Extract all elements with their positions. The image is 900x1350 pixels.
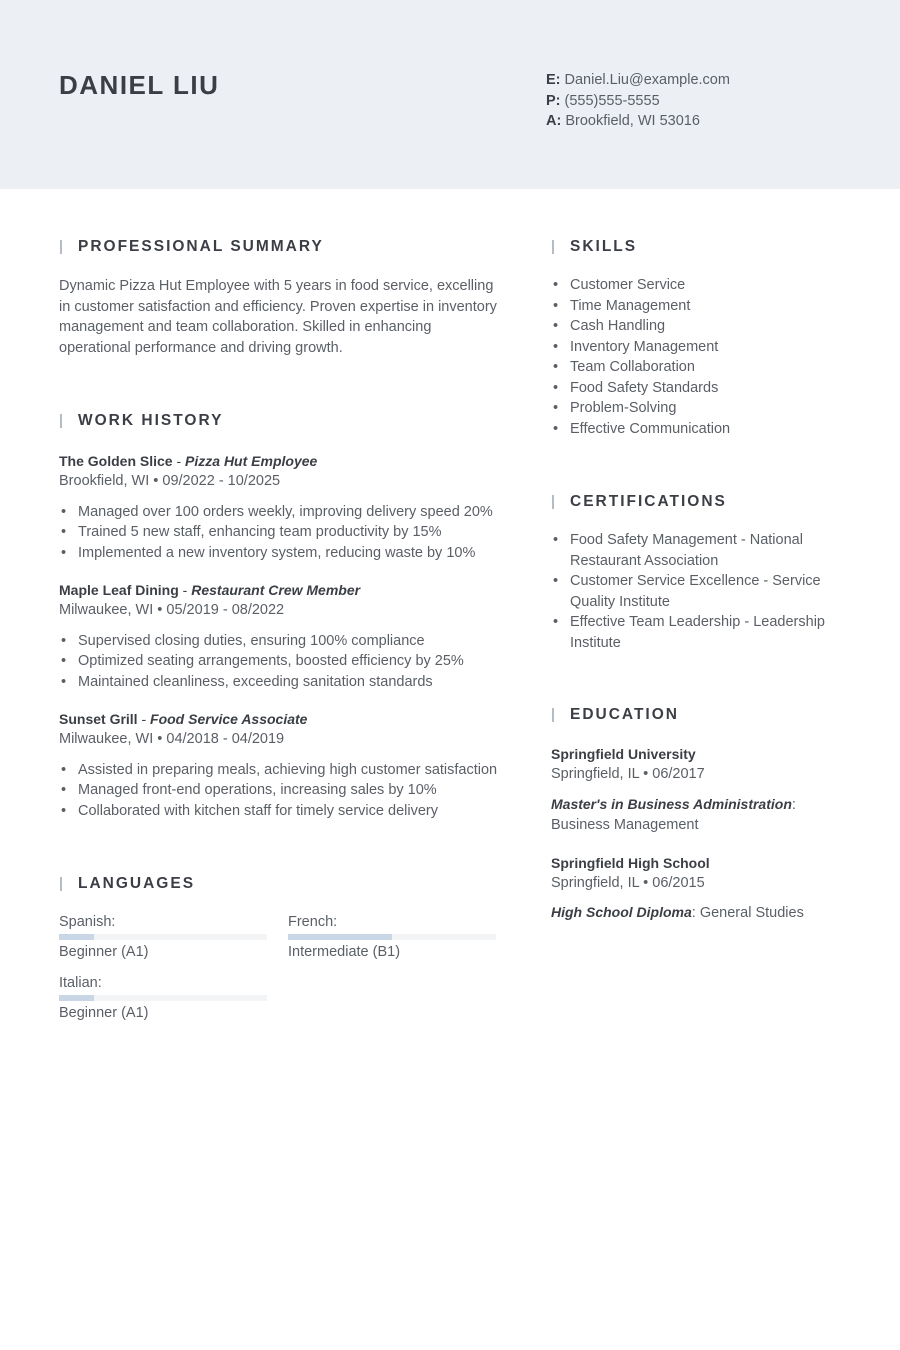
address-value: Brookfield, WI 53016: [565, 113, 700, 129]
email-value: Daniel.Liu@example.com: [564, 72, 730, 88]
degree-name: High School Diploma: [551, 904, 692, 920]
contact-label: A:: [546, 113, 562, 129]
degree-field: : General Studies: [691, 905, 804, 921]
job-bullets: [59, 502, 504, 564]
contact-label: P:: [546, 92, 561, 109]
skills-heading: SKILLS: [551, 236, 851, 258]
degree-field: : Business Management: [551, 796, 796, 833]
certifications-heading: CERTIFICATIONS: [551, 491, 851, 513]
language-name: Spanish:: [59, 914, 116, 930]
list-item: • Food Safety Standards: [551, 378, 851, 399]
list-item: • Maintained cleanliness, exceeding sanitation standards: [59, 672, 504, 693]
candidate-name: DANIEL LIU: [59, 70, 220, 100]
language-level: Beginner (A1): [59, 1005, 149, 1021]
list-item: • Inventory Management: [551, 337, 851, 358]
job-role: Restaurant Crew Member: [191, 582, 361, 598]
list-item: • Cash Handling: [551, 316, 851, 337]
left-column: [59, 236, 504, 1032]
job-entry: [59, 709, 504, 821]
company-name: The Golden Slice: [59, 453, 173, 469]
list-item: • Customer Service Excellence - Service Quality Institute: [551, 571, 851, 612]
list-item: • Collaborated with kitchen staff for timely service delivery: [59, 801, 504, 822]
list-item: • Food Safety Management - National Restaurant Association: [551, 530, 851, 571]
list-item: • Managed over 100 orders weekly, improving delivery speed 20%: [59, 502, 504, 523]
degree-line: [551, 794, 851, 836]
list-item: • Supervised closing duties, ensuring 100% compliance: [59, 631, 504, 652]
list-item: • Effective Communication: [551, 419, 851, 440]
summary-heading: PROFESSIONAL SUMMARY: [59, 236, 504, 258]
language-level: Beginner (A1): [59, 944, 149, 960]
contact-info: [546, 70, 730, 132]
job-title-line: [59, 451, 504, 471]
job-role: Food Service Associate: [150, 711, 308, 727]
degree-line: [551, 902, 851, 924]
skills-list: [551, 275, 851, 439]
education-heading: EDUCATION: [551, 704, 851, 726]
language-level: Intermediate (B1): [288, 944, 401, 960]
job-entry: [59, 451, 504, 563]
education-entry: [551, 853, 851, 924]
contact-phone: [546, 91, 730, 112]
language-name: Italian:: [59, 975, 102, 991]
education-entry: [551, 744, 851, 836]
list-item: • Customer Service: [551, 275, 851, 296]
phone-value: (555)555-5555: [564, 92, 660, 109]
language-level-bar: [59, 934, 267, 940]
job-bullets: [59, 760, 504, 822]
languages-grid: [59, 912, 504, 1032]
job-role: Pizza Hut Employee: [185, 453, 318, 469]
language-item: [288, 912, 496, 962]
list-item: • Problem-Solving: [551, 398, 851, 419]
summary-text: Dynamic Pizza Hut Employee with 5 years in food service, excelling in customer satisfaction and efficiency. Proven expertise in inventory management and team collaboration. Skilled in enhancing operational performance and driving growth.: [59, 278, 497, 356]
school-name: Springfield University: [551, 746, 696, 762]
language-level-fill: [59, 995, 94, 1001]
list-item: • Team Collaboration: [551, 357, 851, 378]
list-item: • Assisted in preparing meals, achieving high customer satisfaction: [59, 760, 504, 781]
company-name: Sunset Grill: [59, 711, 138, 727]
language-name: French:: [288, 914, 338, 930]
title-separator: -: [137, 711, 151, 727]
job-title-line: [59, 580, 504, 600]
languages-heading: LANGUAGES: [59, 873, 504, 895]
job-entry: [59, 580, 504, 692]
list-item: • Implemented a new inventory system, reducing waste by 10%: [59, 543, 504, 564]
degree-name: Master's in Business Administration: [551, 795, 792, 812]
company-name: Maple Leaf Dining: [59, 582, 179, 598]
contact-label: E:: [546, 72, 561, 88]
job-meta: Milwaukee, WI • 04/2018 - 04/2019: [59, 731, 285, 747]
language-item: [59, 973, 267, 1023]
language-item: [59, 912, 267, 962]
school-meta: Springfield, IL • 06/2015: [551, 874, 705, 891]
list-item: • Time Management: [551, 296, 851, 317]
school-name: Springfield High School: [551, 854, 710, 871]
resume-header: [0, 0, 900, 189]
certifications-list: [551, 530, 851, 653]
work-history-heading: WORK HISTORY: [59, 410, 504, 432]
list-item: • Optimized seating arrangements, boosted efficiency by 25%: [59, 651, 504, 672]
list-item: • Trained 5 new staff, enhancing team productivity by 15%: [59, 522, 504, 543]
job-meta: Brookfield, WI • 09/2022 - 10/2025: [59, 473, 281, 489]
list-item: • Effective Team Leadership - Leadership Institute: [551, 612, 851, 653]
contact-email: [546, 70, 730, 91]
language-level-fill: [59, 934, 94, 940]
language-level-bar: [288, 934, 496, 940]
contact-address: [546, 111, 730, 132]
job-meta: Milwaukee, WI • 05/2019 - 08/2022: [59, 602, 285, 618]
title-separator: -: [172, 453, 186, 469]
job-bullets: [59, 631, 504, 693]
language-level-bar: [59, 995, 267, 1001]
language-level-fill: [288, 934, 392, 940]
title-separator: -: [178, 582, 192, 598]
school-meta: Springfield, IL • 06/2017: [551, 766, 705, 782]
list-item: • Managed front-end operations, increasing sales by 10%: [59, 780, 504, 801]
job-title-line: [59, 709, 504, 729]
right-column: [551, 236, 851, 924]
